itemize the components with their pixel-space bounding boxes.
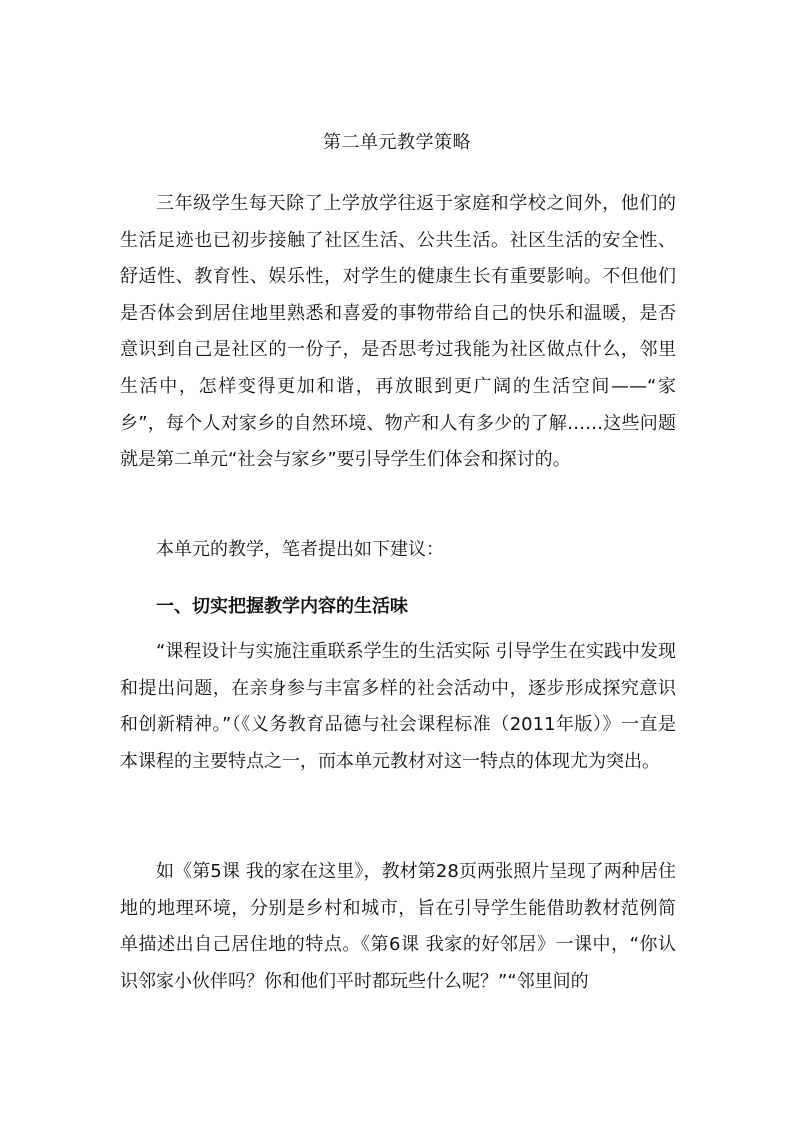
section-heading-1: 一、切实把握教学内容的生活味 (156, 596, 408, 617)
document-title: 第二单元教学策略 (323, 132, 471, 153)
paragraph-intro: 三年级学生每天除了上学放学往返于家庭和学校之间外，他们的生活足迹也已初步接触了社区生活、公共生活。社区生活的安全性、舒适性、教育性、娱乐性，对学生的健康生长有重要影响。不但他们是否体会到居住地里熟悉和喜爱的事物带给自己的快乐和温暖，是否意识到自己是社区的一份子，是否思考过我能为社区做点什么，邻里生活中，怎样变得更加和谐，再放眼到更广阔的生活空间——“家乡”，每个人对家乡的自然环境、物产和人有多少的了解……这些问题就是第二单元“社会与家乡”要引导学生们体会和探讨的。 (120, 193, 676, 471)
paragraph-curriculum-quote: “课程设计与实施注重联系学生的生活实际 引导学生在实践中发现和提出问题，在亲身参与丰富多样的社会活动中，逐步形成探究意识和创新精神。”（《义务教育品德与社会课程标准（2011年版）》一直是本课程的主要特点之一，而本单元教材对这一特点的体现尤为突出。 (120, 641, 676, 772)
paragraph-suggestion-lead: 本单元的教学，笔者提出如下建议： (156, 539, 444, 560)
paragraph-lesson-examples: 如《第5课 我的家在这里》，教材第28页两张照片呈现了两种居住地的地理环境，分别是乡村和城市，旨在引导学生能借助教材范例简单描述出自己居住地的特点。《第6课 我家的好邻居》一课中，“你认识邻家小伙伴吗？你和他们平时都玩些什么呢？”“邻里间的 (120, 861, 676, 992)
